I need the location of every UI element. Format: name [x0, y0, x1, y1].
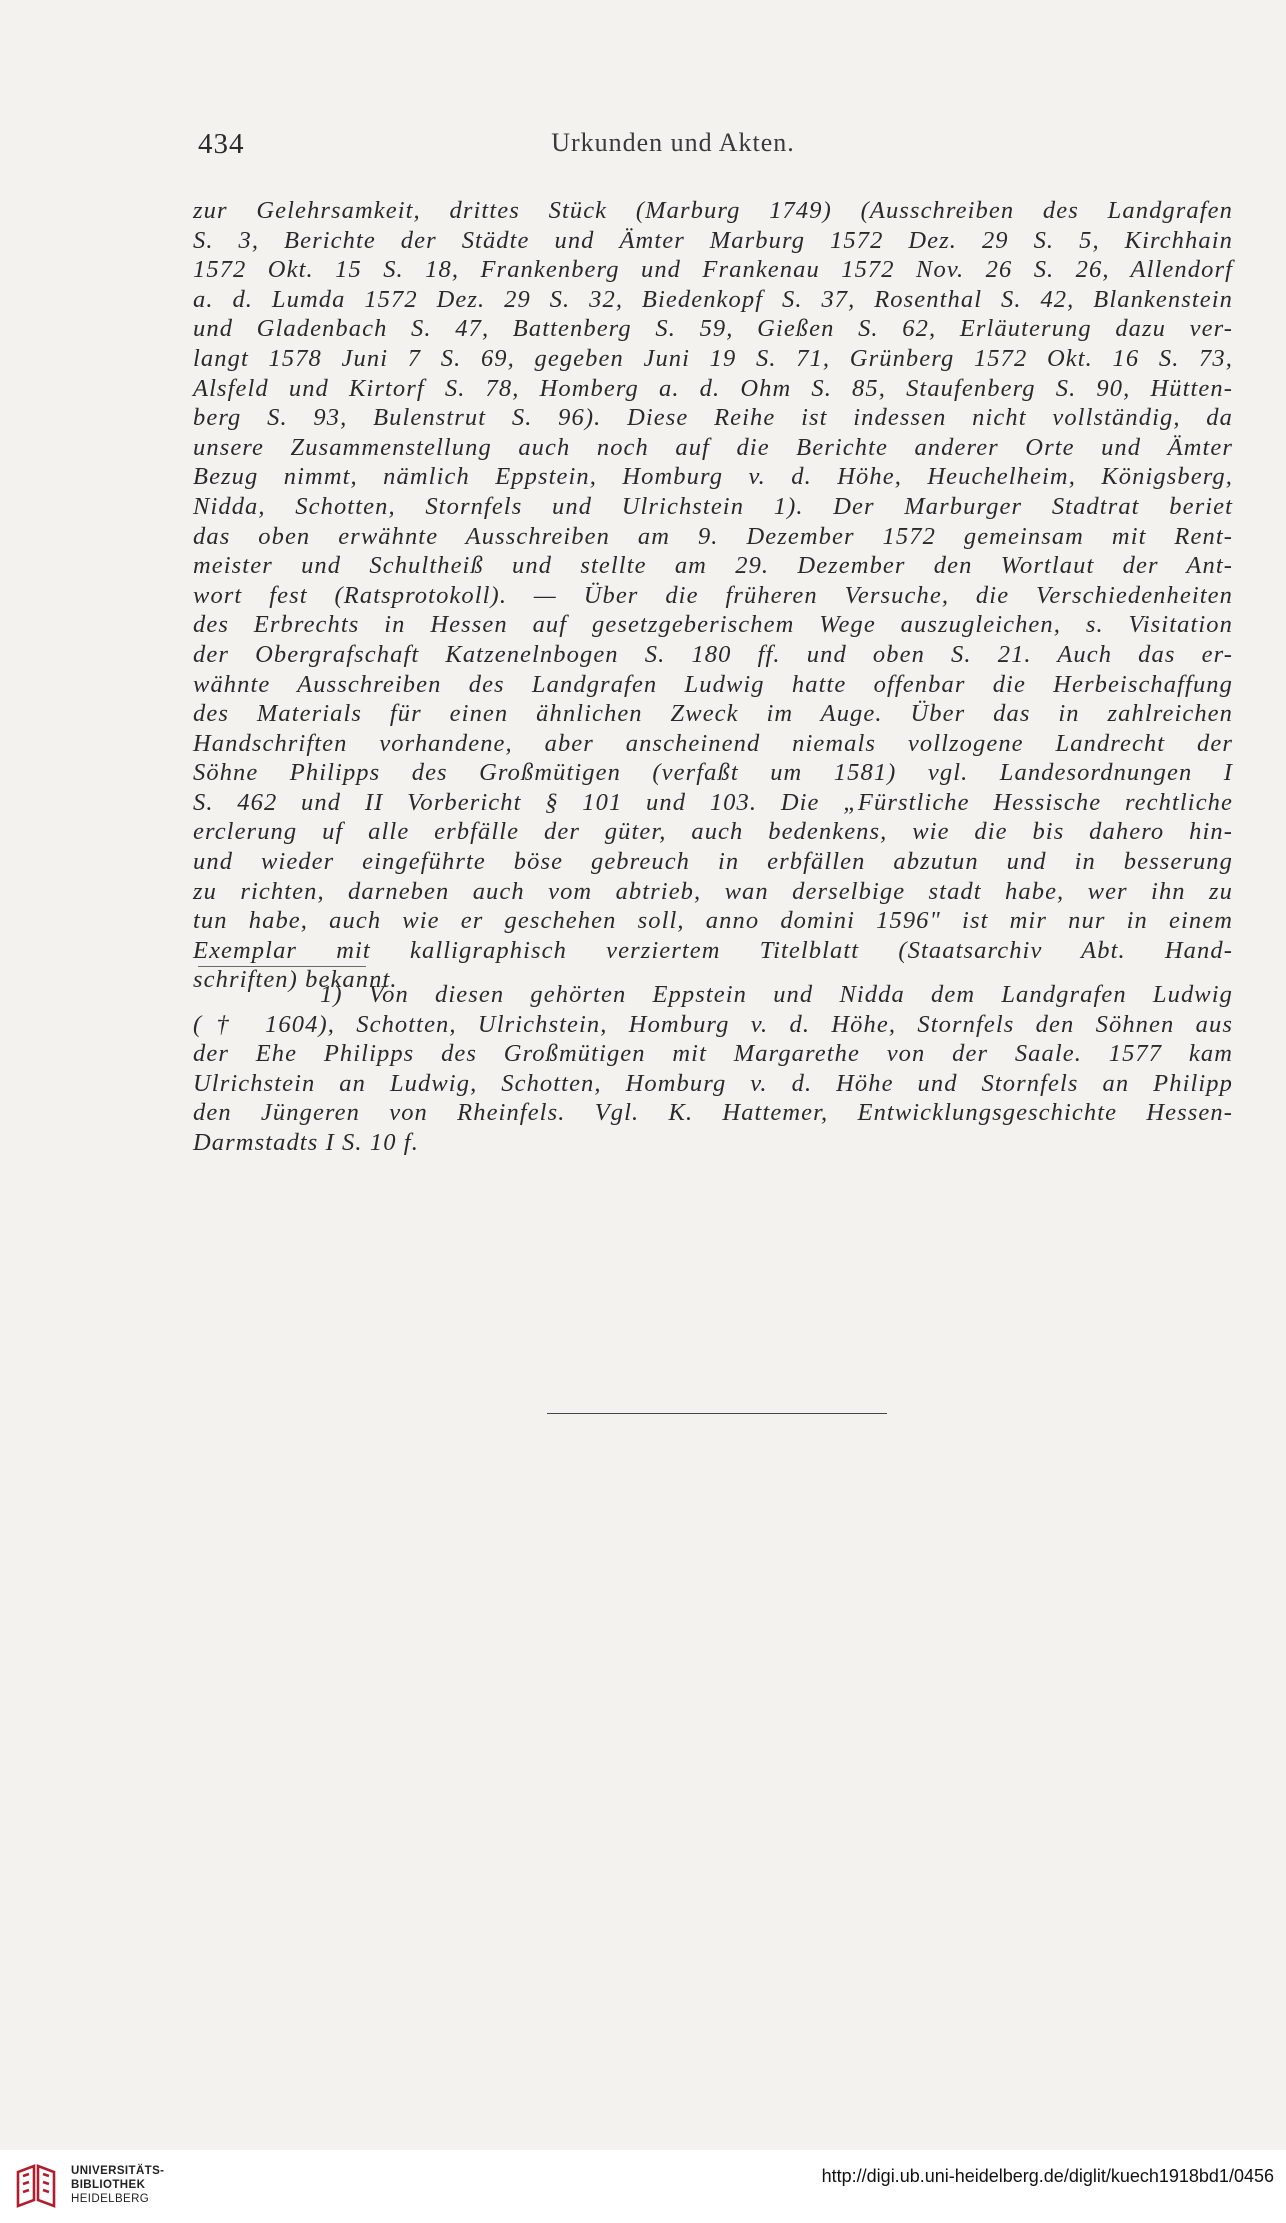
text-line: erclerung uf alle erbfälle der güter, auch bedenkens, wie die bis dahero hin-: [193, 818, 1233, 846]
footnote-line: der Ehe Philipps des Großmütigen mit Margarethe von der Saale. 1577 kam: [193, 1040, 1233, 1068]
footnote-line: 1) Von diesen gehörten Eppstein und Nidda dem Landgrafen Ludwig: [320, 981, 1233, 1008]
text-line: zur Gelehrsamkeit, drittes Stück (Marburg 1749) (Ausschreiben des Landgrafen: [193, 197, 1233, 224]
source-url-link[interactable]: http://digi.ub.uni-heidelberg.de/diglit/kuech1918bd1/0456: [821, 2166, 1274, 2186]
text-line: des Erbrechts in Hessen auf gesetzgeberischem Wege auszugleichen, s. Visitation: [193, 611, 1233, 639]
library-logo-icon: [14, 2162, 58, 2210]
text-line: zu richten, darneben auch vom abtrieb, wan derselbige stadt habe, wer ihn zu: [193, 877, 1233, 905]
text-line: Alsfeld und Kirtorf S. 78, Homberg a. d. Ohm S. 85, Staufenberg S. 90, Hütten-: [193, 374, 1233, 402]
library-name-line: HEIDELBERG: [71, 2193, 150, 2205]
text-line: S. 462 und II Vorbericht § 101 und 103. Die „Fürstliche Hessische rechtliche: [193, 788, 1233, 816]
text-line: des Materials für einen ähnlichen Zweck im Auge. Über das in zahlreichen: [193, 700, 1233, 728]
text-line: unsere Zusammenstellung auch noch auf die Berichte anderer Orte und Ämter: [193, 433, 1233, 461]
text-line: S. 3, Berichte der Städte und Ämter Marburg 1572 Dez. 29 S. 5, Kirchhain: [193, 226, 1233, 254]
footnote-line: Darmstadts I S. 10 f.: [193, 1128, 419, 1156]
end-rule: [547, 1413, 887, 1414]
text-line: a. d. Lumda 1572 Dez. 29 S. 32, Biedenkopf S. 37, Rosenthal S. 42, Blankenstein: [193, 285, 1233, 313]
library-name-line: BIBLIOTHEK: [71, 2179, 146, 2191]
text-line: meister und Schultheiß und stellte am 29. Dezember den Wortlaut der Ant-: [193, 552, 1233, 580]
footnote-line: Ulrichstein an Ludwig, Schotten, Homburg v. d. Höhe und Stornfels an Philipp: [193, 1069, 1233, 1097]
text-line: Handschriften vorhandene, aber anscheinend niemals vollzogene Landrecht der: [193, 729, 1233, 757]
running-title: Urkunden und Akten.: [551, 128, 795, 157]
footer: [0, 2150, 1286, 2223]
text-line: wähnte Ausschreiben des Landgrafen Ludwig hatte offenbar die Herbeischaffung: [193, 670, 1233, 698]
text-line: Söhne Philipps des Großmütigen (verfaßt um 1581) vgl. Landesordnungen I: [193, 759, 1233, 787]
text-line: und Gladenbach S. 47, Battenberg S. 59, Gießen S. 62, Erläuterung dazu ver-: [193, 315, 1233, 343]
footnotes: [193, 980, 1233, 1158]
main-text: [193, 196, 1233, 995]
text-line: Nidda, Schotten, Stornfels und Ulrichstein 1). Der Marburger Stadtrat beriet: [193, 492, 1233, 520]
text-line: 1572 Okt. 15 S. 18, Frankenberg und Frankenau 1572 Nov. 26 S. 26, Allendorf: [193, 256, 1233, 284]
text-line: schriften) bekannt.: [193, 966, 398, 994]
footnote-line: († 1604), Schotten, Ulrichstein, Homburg v. d. Höhe, Stornfels den Söhnen aus: [193, 1010, 1233, 1038]
text-line: der Obergrafschaft Katzenelnbogen S. 180 ff. und oben S. 21. Auch das er-: [193, 640, 1233, 668]
text-line: berg S. 93, Bulenstrut S. 96). Diese Reihe ist indessen nicht vollständig, da: [193, 404, 1233, 432]
library-name: [71, 2164, 164, 2206]
footnote-line: den Jüngeren von Rheinfels. Vgl. K. Hattemer, Entwicklungsgeschichte Hessen-: [193, 1099, 1233, 1127]
page-header: [198, 128, 1238, 168]
text-line: das oben erwähnte Ausschreiben am 9. Dezember 1572 gemeinsam mit Rent-: [193, 522, 1233, 550]
text-line: Exemplar mit kalligraphisch verziertem Titelblatt (Staatsarchiv Abt. Hand-: [193, 936, 1233, 964]
footnote-separator: [198, 966, 366, 967]
text-line: wort fest (Ratsprotokoll). — Über die früheren Versuche, die Verschiedenheiten: [193, 581, 1233, 609]
page-number: 434: [198, 128, 245, 160]
text-line: langt 1578 Juni 7 S. 69, gegeben Juni 19 S. 71, Grünberg 1572 Okt. 16 S. 73,: [193, 344, 1233, 372]
library-name-line: UNIVERSITÄTS-: [71, 2165, 165, 2177]
text-line: Bezug nimmt, nämlich Eppstein, Homburg v. d. Höhe, Heuchelheim, Königsberg,: [193, 463, 1233, 491]
text-line: und wieder eingeführte böse gebreuch in erbfällen abzutun und in besserung: [193, 848, 1233, 876]
text-line: tun habe, auch wie er geschehen soll, anno domini 1596" ist mir nur in einem: [193, 907, 1233, 935]
